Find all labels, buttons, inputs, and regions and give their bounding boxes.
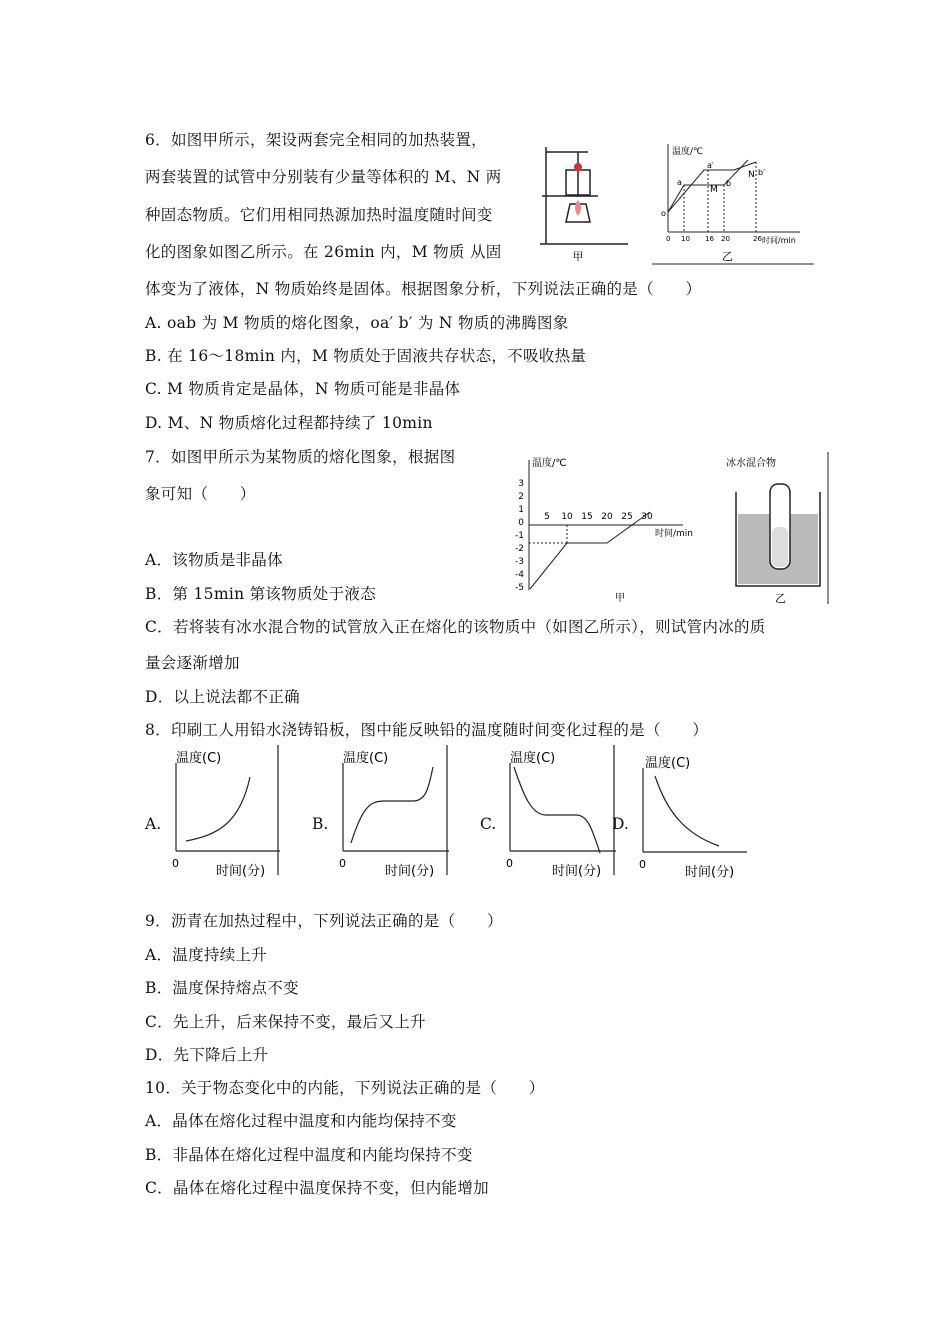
q8-b-xlabel: 时间(分) bbox=[385, 864, 435, 879]
q7-xlabel: 时间/min bbox=[655, 529, 694, 539]
q7-jia-caption: 甲 bbox=[615, 593, 625, 604]
q8-option-b-letter: B. bbox=[312, 815, 329, 833]
q6-yi-caption: 乙 bbox=[722, 250, 733, 263]
q8-graph-a bbox=[168, 745, 283, 880]
curve-a bbox=[186, 777, 250, 841]
q6-line-4: 化的图象如图乙所示。在 26min 内，M 物质 从固 bbox=[145, 243, 502, 261]
q7-figure-yi bbox=[720, 452, 832, 607]
xtick-20: 20 bbox=[601, 512, 613, 522]
q7-option-c-1: C．若将装有冰水混合物的试管放入正在熔化的该物质中（如图乙所示），则试管内冰的质 bbox=[145, 618, 766, 636]
xtick-10: 10 bbox=[561, 512, 573, 522]
label-m: M bbox=[710, 185, 718, 195]
tick-20: 20 bbox=[721, 235, 730, 243]
point-o: o bbox=[661, 209, 666, 218]
ytick-m3: -3 bbox=[515, 557, 524, 567]
q9-option-a: A．温度持续上升 bbox=[145, 946, 268, 964]
q8-b-origin: 0 bbox=[339, 857, 346, 870]
q6-figure-jia bbox=[538, 142, 638, 267]
ice-water bbox=[772, 527, 788, 567]
q8-d-xlabel: 时间(分) bbox=[685, 865, 735, 880]
q7-ylabel: 温度/℃ bbox=[532, 458, 567, 469]
q8-d-ylabel: 温度(C) bbox=[645, 756, 691, 771]
q6-option-d: D. M、N 物质熔化过程都持续了 10min bbox=[145, 414, 433, 432]
q9-line: 9．沥青在加热过程中，下列说法正确的是（ ） bbox=[145, 912, 503, 930]
q7-option-d: D．以上说法都不正确 bbox=[145, 688, 300, 706]
q6-option-a: A. oab 为 M 物质的熔化图象，oa′ b′ 为 N 物质的沸腾图象 bbox=[145, 314, 569, 332]
point-b-prime: b′ bbox=[758, 168, 765, 177]
q6-line-2: 两套装置的试管中分别装有少量等体积的 M、N 两 bbox=[145, 168, 502, 186]
ytick-m4: -4 bbox=[515, 570, 524, 580]
q9-option-b: B．温度保持熔点不变 bbox=[145, 979, 299, 997]
ytick-2: 2 bbox=[518, 492, 524, 502]
q6-line-3: 种固态物质。它们用相同热源加热时温度随时间变 bbox=[145, 206, 493, 224]
tick-10: 10 bbox=[681, 235, 690, 243]
ytick-m1: -1 bbox=[515, 531, 524, 541]
thermometer-bulb bbox=[574, 163, 582, 171]
q6-figure-yi bbox=[652, 140, 817, 267]
label-n: N bbox=[748, 170, 755, 180]
q8-c-ylabel: 温度(C) bbox=[510, 751, 556, 766]
q7-option-b: B．第 15min 第该物质处于液态 bbox=[145, 585, 377, 603]
q8-b-ylabel: 温度(C) bbox=[343, 751, 389, 766]
q10-line: 10．关于物态变化中的内能，下列说法正确的是（ ） bbox=[145, 1079, 545, 1097]
q8-c-origin: 0 bbox=[506, 857, 513, 870]
tick-0: 0 bbox=[666, 235, 671, 243]
q6-line-5: 体变为了液体，N 物质始终是固体。根据图象分析，下列说法正确的是（ ） bbox=[145, 280, 702, 298]
ytick-0: 0 bbox=[518, 518, 524, 528]
tick-16: 16 bbox=[705, 235, 714, 243]
q8-graph-b bbox=[335, 745, 455, 880]
q6-option-b: B. 在 16～18min 内，M 物质处于固液共存状态，不吸收热量 bbox=[145, 347, 587, 365]
q6-jia-caption: 甲 bbox=[572, 250, 584, 263]
q7-line-1: 7．如图甲所示为某物质的熔化图象，根据图 bbox=[145, 448, 456, 466]
q9-option-d: D．先下降后上升 bbox=[145, 1046, 269, 1064]
q8-a-ylabel: 温度(C) bbox=[176, 751, 222, 766]
q8-option-d-letter: D. bbox=[612, 815, 629, 833]
ytick-m2: -2 bbox=[515, 544, 524, 554]
ytick-1: 1 bbox=[518, 505, 524, 515]
q10-option-a: A．晶体在熔化过程中温度和内能均保持不变 bbox=[145, 1112, 457, 1130]
point-a-prime: a′ bbox=[707, 161, 714, 170]
tick-26: 26 bbox=[753, 235, 762, 243]
point-b: b bbox=[726, 179, 732, 188]
xtick-30: 30 bbox=[641, 512, 653, 522]
q8-d-origin: 0 bbox=[639, 858, 646, 871]
q8-graph-d bbox=[635, 750, 750, 880]
q8-c-xlabel: 时间(分) bbox=[552, 864, 602, 879]
q7-option-c-2: 量会逐渐增加 bbox=[145, 654, 240, 672]
q8-a-origin: 0 bbox=[172, 857, 179, 870]
curve-d bbox=[655, 776, 719, 846]
q6-option-c: C. M 物质肯定是晶体，N 物质可能是非晶体 bbox=[145, 380, 461, 398]
q7-option-a: A．该物质是非晶体 bbox=[145, 551, 283, 569]
ytick-m5: -5 bbox=[515, 583, 524, 593]
curve-c bbox=[514, 767, 600, 853]
q7-yi-caption: 乙 bbox=[775, 592, 786, 605]
q8-graph-c bbox=[502, 745, 622, 880]
ytick-3: 3 bbox=[518, 479, 524, 489]
q6-yi-ylabel: 温度/℃ bbox=[672, 147, 704, 157]
q8-option-c-letter: C. bbox=[480, 815, 497, 833]
xtick-15: 15 bbox=[581, 512, 593, 522]
q7-line-2: 象可知（ ） bbox=[145, 485, 256, 503]
q6-line-1: 6．如图甲所示，架设两套完全相同的加热装置， bbox=[145, 131, 487, 149]
q6-yi-xlabel: 时间/min bbox=[762, 236, 796, 245]
curve-b bbox=[351, 767, 433, 843]
xtick-5: 5 bbox=[544, 512, 550, 522]
q8-a-xlabel: 时间(分) bbox=[216, 864, 266, 879]
q7-figure-jia bbox=[505, 455, 710, 605]
point-a: a bbox=[677, 178, 682, 187]
melting-curve bbox=[530, 512, 650, 589]
q7-yi-label: 冰水混合物 bbox=[726, 458, 776, 469]
q8-option-a-letter: A. bbox=[145, 815, 162, 833]
q10-option-c: C．晶体在熔化过程中温度保持不变，但内能增加 bbox=[145, 1179, 489, 1197]
q10-option-b: B．非晶体在熔化过程中温度和内能均保持不变 bbox=[145, 1146, 473, 1164]
xtick-25: 25 bbox=[621, 512, 633, 522]
q8-line: 8．印刷工人用铅水浇铸铅板，图中能反映铅的温度随时间变化过程的是（ ） bbox=[145, 721, 709, 739]
flame-icon bbox=[575, 200, 581, 216]
q9-option-c: C．先上升，后来保持不变，最后又上升 bbox=[145, 1013, 426, 1031]
